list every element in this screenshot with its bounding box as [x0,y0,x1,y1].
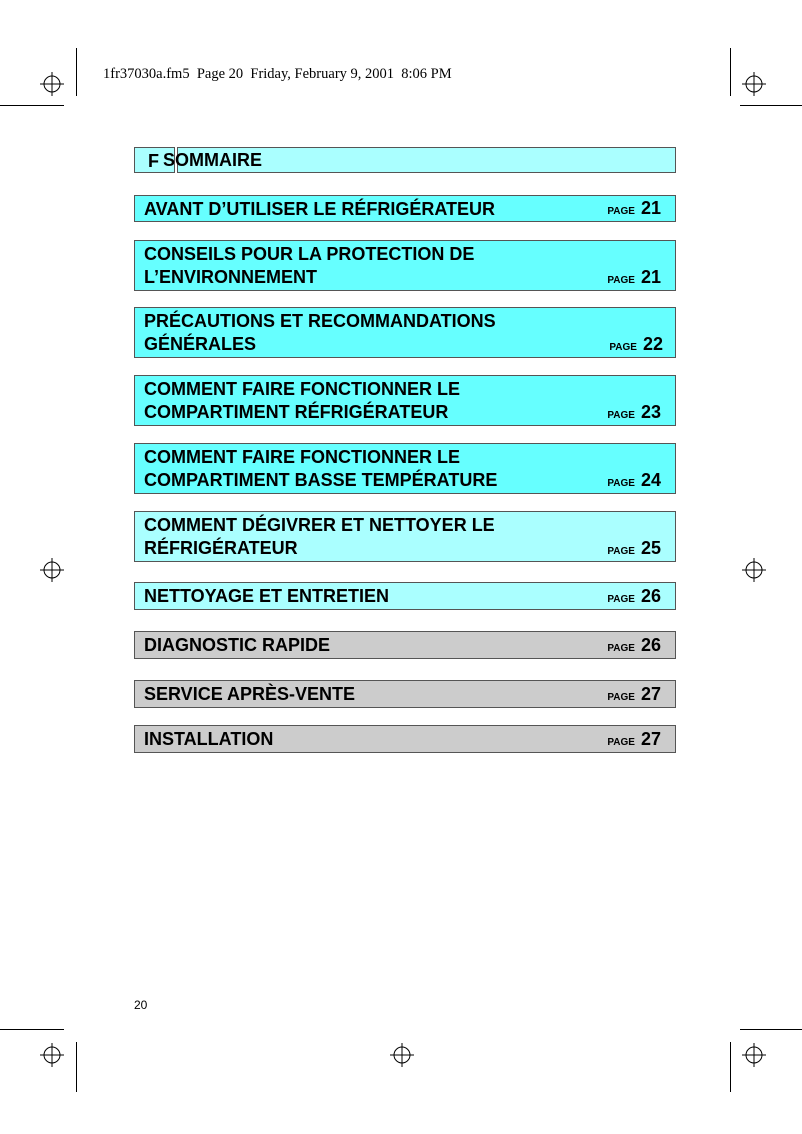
toc-entry[interactable] [134,307,676,358]
page-word: PAGE [607,478,635,489]
toc-entry[interactable] [134,582,676,610]
toc-entry-page [607,402,661,423]
page-num: 27 [640,729,661,749]
page-number: 20 [134,998,148,1012]
section-letter: F [148,151,159,171]
toc-entry-title-line2: L’ENVIRONNEMENT [144,267,318,287]
page-word: PAGE [609,342,637,353]
crop-mark [76,48,77,96]
toc-entry[interactable] [134,680,676,708]
toc-entry-page [607,635,661,656]
page-num: 26 [640,635,661,655]
page-word: PAGE [607,692,635,703]
page-num: 22 [642,334,663,354]
toc-entry-title-line1: PRÉCAUTIONS ET RECOMMANDATIONS [144,311,496,331]
crop-mark [730,48,731,96]
toc-entry[interactable] [134,240,676,291]
crop-mark [740,1029,802,1030]
toc-entry[interactable] [134,443,676,494]
toc-entry-page [607,684,661,705]
page-word: PAGE [607,594,635,605]
page-word: PAGE [607,410,635,421]
toc-entry-page [607,586,661,607]
toc-entry-title-line2: COMPARTIMENT BASSE TEMPÉRATURE [144,470,498,490]
toc-entry-title-line1: CONSEILS POUR LA PROTECTION DE [144,244,475,264]
toc-entry-page [607,267,661,288]
page-word: PAGE [607,643,635,654]
registration-mark-icon [40,72,64,96]
page-word: PAGE [607,206,635,217]
toc-entry-title: DIAGNOSTIC RAPIDE [144,635,331,655]
toc-entry-page [607,198,661,219]
page-num: 24 [640,470,661,490]
page-num: 27 [640,684,661,704]
toc-entry-title-line1: COMMENT FAIRE FONCTIONNER LE [144,379,460,399]
toc-entry-title: NETTOYAGE ET ENTRETIEN [144,586,390,606]
page-word: PAGE [607,737,635,748]
toc-entry[interactable] [134,195,676,222]
toc-entry[interactable] [134,375,676,426]
page-num: 26 [640,586,661,606]
registration-mark-icon [40,1043,64,1067]
page-word: PAGE [607,546,635,557]
registration-mark-icon [40,558,64,582]
crop-mark [740,105,802,106]
page-num: 21 [640,198,661,218]
crop-mark [730,1042,731,1092]
toc-entry-title: SERVICE APRÈS-VENTE [144,684,356,704]
toc-entry-title-line1: COMMENT DÉGIVRER ET NETTOYER LE [144,515,495,535]
toc-entry-title-line2: COMPARTIMENT RÉFRIGÉRATEUR [144,402,449,422]
crop-mark [0,105,64,106]
toc-entry-page [607,538,661,559]
toc-entry[interactable] [134,631,676,659]
page-num: 25 [640,538,661,558]
registration-mark-icon [742,72,766,96]
page-num: 21 [640,267,661,287]
registration-mark-icon [742,558,766,582]
toc-entry-page [607,470,661,491]
toc-entry-title-line2: RÉFRIGÉRATEUR [144,538,298,558]
registration-mark-icon [390,1043,414,1067]
toc-entry[interactable] [134,725,676,753]
crop-mark [0,1029,64,1030]
page-title: SOMMAIRE [163,150,262,170]
toc-entry-title: INSTALLATION [144,729,274,749]
page-word: PAGE [607,275,635,286]
toc-entry-title: AVANT D’UTILISER LE RÉFRIGÉRATEUR [144,199,495,219]
print-header: 1fr37030a.fm5 Page 20 Friday, February 9, 2001 8:06 PM [103,66,452,82]
toc-entry-title-line2: GÉNÉRALES [144,334,257,354]
registration-mark-icon [742,1043,766,1067]
toc-entry-title-line1: COMMENT FAIRE FONCTIONNER LE [144,447,460,467]
crop-mark [76,1042,77,1092]
toc-entry-page [609,334,663,355]
toc-entry[interactable] [134,511,676,562]
toc-entry-page [607,729,661,750]
page-num: 23 [640,402,661,422]
